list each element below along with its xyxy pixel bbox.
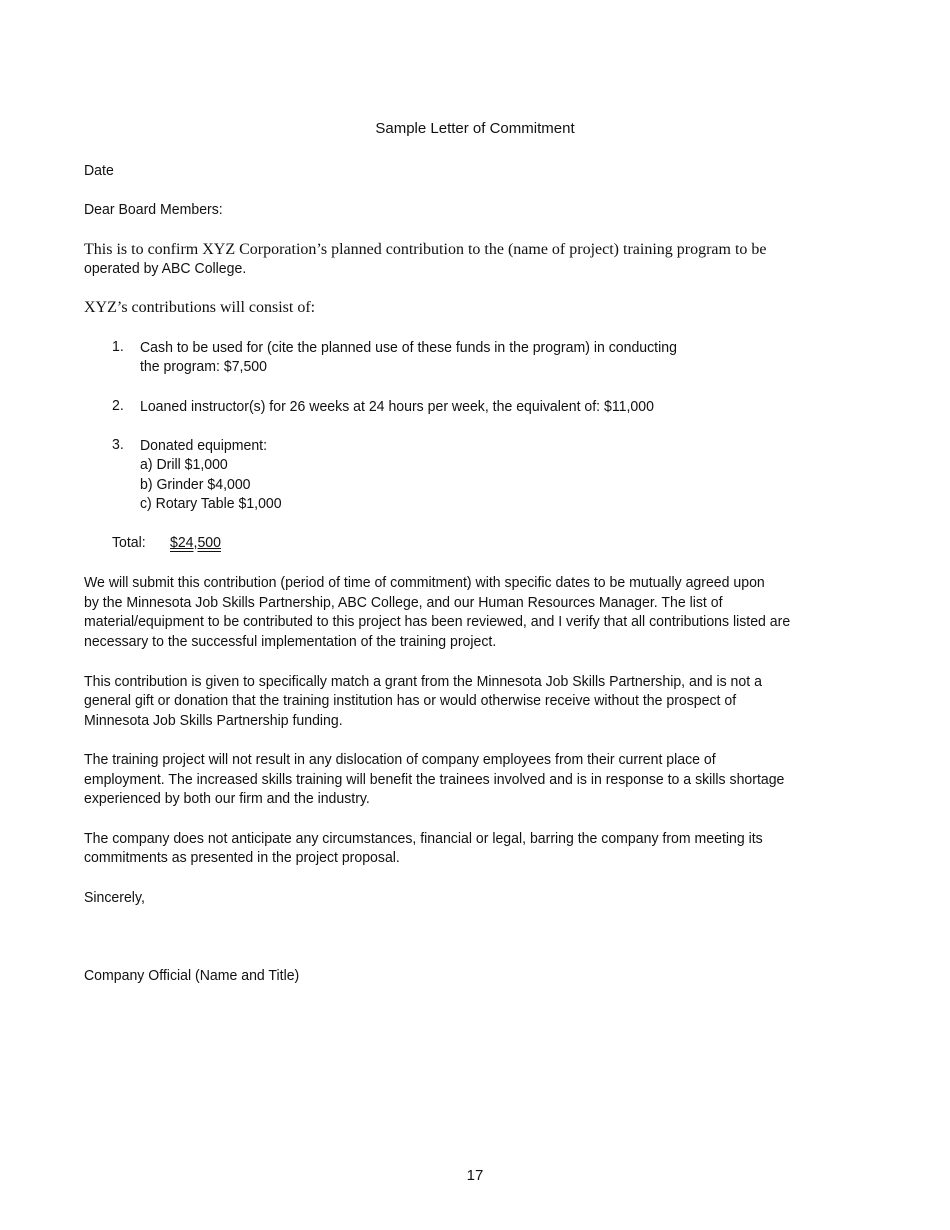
total-value: $24,500 bbox=[170, 534, 221, 551]
list-item-instructor: Loaned instructor(s) for 26 weeks at 24 hours per week, the equivalent of: $11,000 bbox=[140, 398, 654, 415]
intro-line-2: operated by ABC College. bbox=[84, 260, 247, 277]
total-label: Total: bbox=[112, 534, 146, 551]
equipment-rotary-table: c) Rotary Table $1,000 bbox=[140, 495, 282, 512]
para1-line: by the Minnesota Job Skills Partnership, ABC College, and our Human Resources Manager. The list of bbox=[84, 594, 723, 611]
salutation: Dear Board Members: bbox=[84, 201, 223, 218]
para1-line: material/equipment to be contributed to this project has been reviewed, and I verify that all contributions listed are bbox=[84, 613, 791, 630]
page-number: 17 bbox=[466, 1167, 484, 1184]
para4-line: The company does not anticipate any circumstances, financial or legal, barring the company from meeting its bbox=[84, 830, 763, 847]
list-item-cash: Cash to be used for (cite the planned use of these funds in the program) in conducting bbox=[140, 339, 677, 356]
equipment-drill: a) Drill $1,000 bbox=[140, 456, 228, 473]
para2-line: This contribution is given to specifically match a grant from the Minnesota Job Skills Partnership, and is not a bbox=[84, 673, 762, 690]
para3-line: employment. The increased skills training will benefit the trainees involved and is in response to a skills shortage bbox=[84, 771, 785, 788]
list-number: 1. bbox=[112, 338, 124, 355]
para2-line: general gift or donation that the training institution has or would otherwise receive without the prospect of bbox=[84, 692, 737, 709]
para1-line: We will submit this contribution (period of time of commitment) with specific dates to be mutually agreed upon bbox=[84, 574, 765, 591]
para3-line: The training project will not result in any dislocation of company employees from their current place of bbox=[84, 751, 716, 768]
signature-line: Company Official (Name and Title) bbox=[84, 967, 300, 984]
para2-line: Minnesota Job Skills Partnership funding. bbox=[84, 712, 343, 729]
letter-title: Sample Letter of Commitment bbox=[375, 120, 575, 137]
date-line: Date bbox=[84, 162, 114, 179]
list-item-equipment: Donated equipment: bbox=[140, 437, 268, 454]
closing: Sincerely, bbox=[84, 889, 145, 906]
list-item-cash-cont: the program: $7,500 bbox=[140, 358, 267, 375]
intro-line-1: This is to confirm XYZ Corporation’s planned contribution to the (name of project) training program to be bbox=[84, 241, 767, 258]
list-number: 2. bbox=[112, 397, 124, 414]
para3-line: experienced by both our firm and the industry. bbox=[84, 790, 370, 807]
equipment-grinder: b) Grinder $4,000 bbox=[140, 476, 251, 493]
list-number: 3. bbox=[112, 436, 124, 453]
para1-line: necessary to the successful implementation of the training project. bbox=[84, 633, 497, 650]
contributions-heading: XYZ’s contributions will consist of: bbox=[84, 299, 316, 316]
para4-line: commitments as presented in the project proposal. bbox=[84, 849, 400, 866]
